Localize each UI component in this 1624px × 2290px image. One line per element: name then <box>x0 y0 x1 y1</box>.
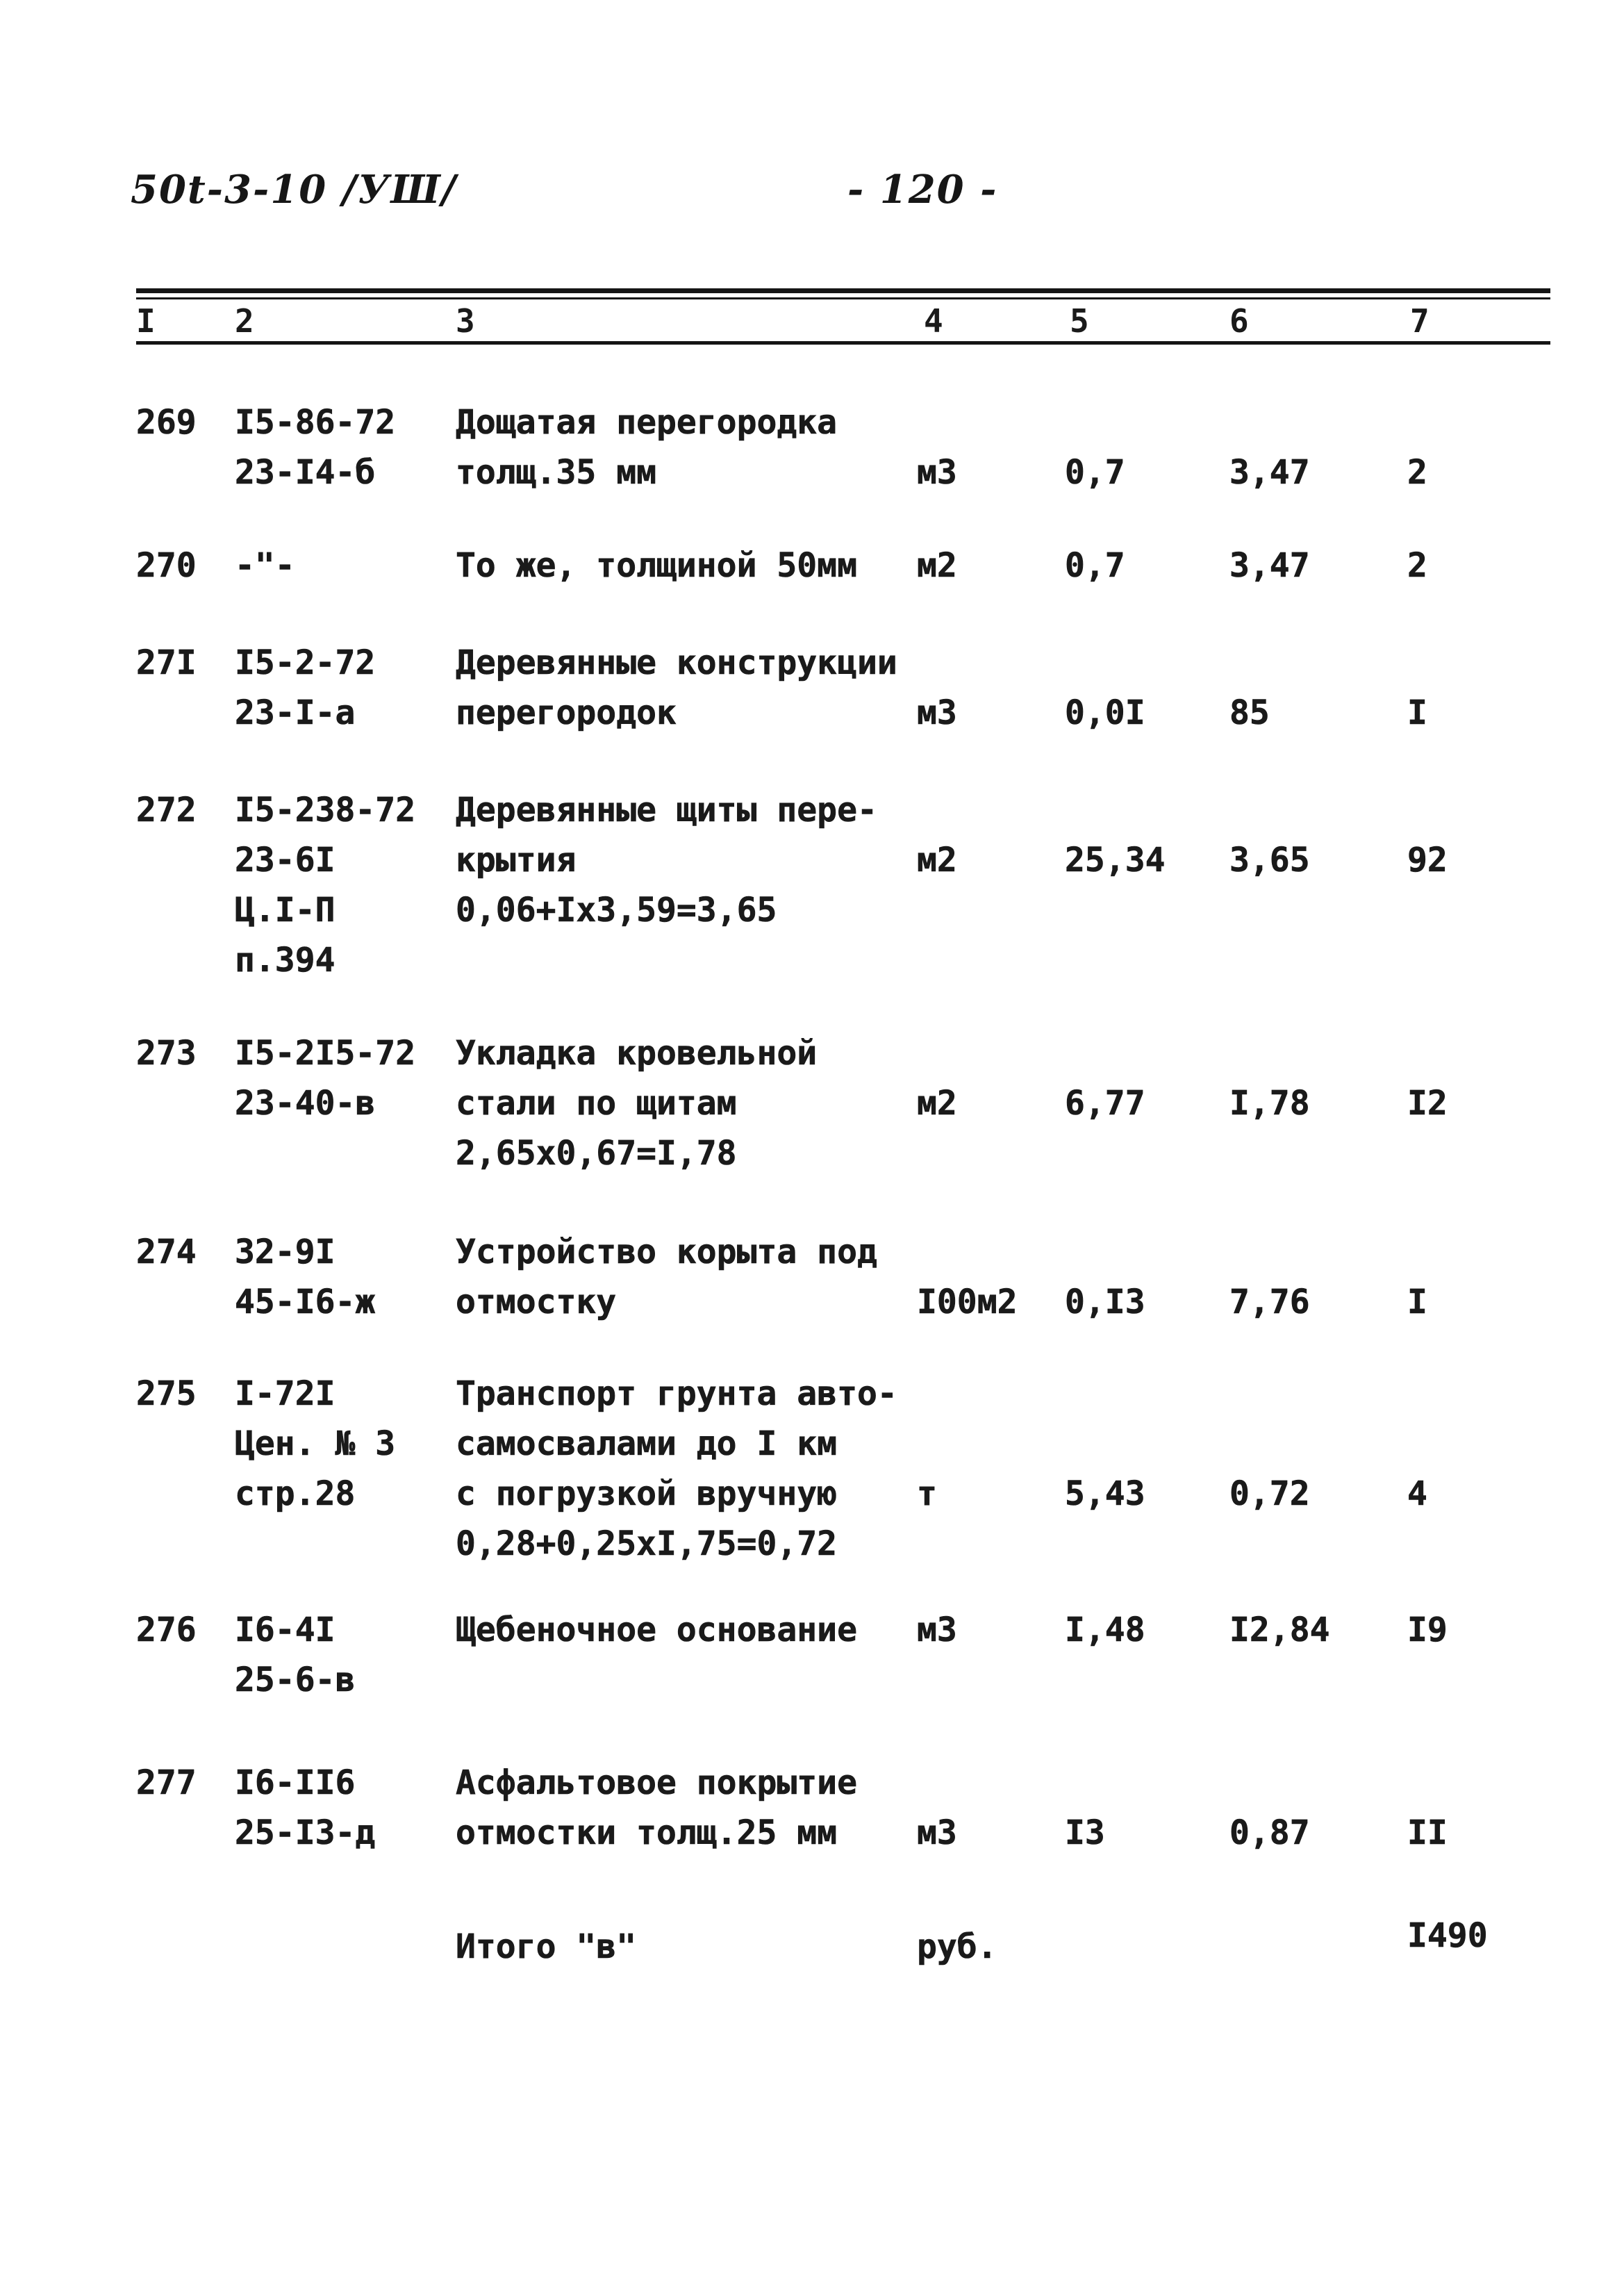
resource-code-line: I5-86-72 <box>235 403 396 442</box>
row-number: 27I <box>136 643 197 682</box>
unit: м2 <box>917 546 957 585</box>
row-number: 270 <box>136 546 197 585</box>
work-description-line: Деревянные щиты пере- <box>456 791 877 830</box>
resource-code-line: I6-II6 <box>235 1763 356 1802</box>
resource-code-line: 25-I3-д <box>235 1813 376 1852</box>
total-cost: 2 <box>1407 453 1427 492</box>
unit: м3 <box>917 693 957 732</box>
unit: м2 <box>917 841 957 880</box>
quantity: 0,7 <box>1065 453 1125 492</box>
work-description-line: самосвалами до I км <box>456 1424 838 1463</box>
quantity: 5,43 <box>1065 1474 1145 1513</box>
unit: м3 <box>917 1611 957 1649</box>
row-number: 276 <box>136 1611 197 1649</box>
quantity: 25,34 <box>1065 841 1166 880</box>
work-description <box>456 638 897 738</box>
unit: м3 <box>917 453 957 492</box>
unit-price: 0,72 <box>1229 1474 1310 1513</box>
unit: м3 <box>917 1813 957 1852</box>
summary-unit: руб. <box>917 1927 997 1966</box>
summary-label: Итого "в" <box>456 1927 637 1966</box>
work-description-line: толщ.35 мм <box>456 453 656 492</box>
work-description-line: Транспорт грунта авто- <box>456 1374 897 1413</box>
resource-code <box>235 397 395 497</box>
resource-code-line: Цен. № 3 <box>235 1424 396 1463</box>
unit-price: 3,65 <box>1229 841 1310 880</box>
unit-price: 7,76 <box>1229 1283 1310 1321</box>
total-cost: I2 <box>1407 1084 1448 1123</box>
resource-code-line: I5-238-72 <box>235 791 416 830</box>
resource-code <box>235 541 295 591</box>
quantity: I,48 <box>1065 1611 1145 1649</box>
work-description-line: Укладка кровельной <box>456 1034 818 1073</box>
work-description-line: с погрузкой вручную <box>456 1474 838 1513</box>
work-description <box>456 1028 817 1178</box>
total-cost: 92 <box>1407 841 1448 880</box>
resource-code-line: 23-I4-б <box>235 453 376 492</box>
row-number: 275 <box>136 1374 197 1413</box>
unit-price: 0,87 <box>1229 1813 1310 1852</box>
work-description-line: отмостку <box>456 1283 617 1321</box>
total-cost: 4 <box>1407 1474 1427 1513</box>
unit-price: I,78 <box>1229 1084 1310 1123</box>
work-description <box>456 1227 877 1327</box>
resource-code <box>235 638 375 738</box>
column-header-rule <box>136 341 1550 345</box>
resource-code-line: 23-I-а <box>235 693 356 732</box>
column-header-3: 3 <box>456 302 475 340</box>
resource-code-line: I6-4I <box>235 1611 335 1649</box>
resource-code-line: 23-40-в <box>235 1084 376 1123</box>
unit-price: I2,84 <box>1229 1611 1330 1649</box>
row-number: 277 <box>136 1763 197 1802</box>
unit-price: 3,47 <box>1229 453 1310 492</box>
work-description-line: Асфальтовое покрытие <box>456 1763 857 1802</box>
unit-price: 85 <box>1229 693 1270 732</box>
unit: м2 <box>917 1084 957 1123</box>
resource-code-line: I5-2I5-72 <box>235 1034 416 1073</box>
column-header-4: 4 <box>924 302 943 340</box>
column-header-2: 2 <box>235 302 254 340</box>
resource-code-line: Ц.I-П <box>235 891 335 930</box>
quantity: 0,0I <box>1065 693 1145 732</box>
resource-code-line: стр.28 <box>235 1474 356 1513</box>
table-top-rule-thin <box>136 297 1550 299</box>
resource-code-line: 45-I6-ж <box>235 1283 376 1321</box>
quantity: 0,7 <box>1065 546 1125 585</box>
work-description <box>456 541 857 591</box>
work-description <box>456 1758 857 1858</box>
resource-code-line: I-72I <box>235 1374 335 1413</box>
document-code: 50t-3-10 /УШ/ <box>131 167 458 213</box>
row-number: 274 <box>136 1233 197 1271</box>
column-header-5: 5 <box>1070 302 1089 340</box>
resource-code-line: 25-6-в <box>235 1661 356 1699</box>
row-number: 272 <box>136 791 197 830</box>
total-cost: I <box>1407 1283 1427 1321</box>
total-cost: I9 <box>1407 1611 1448 1649</box>
work-description-line: 0,06+Iх3,59=3,65 <box>456 891 777 930</box>
work-description-line: отмостки толщ.25 мм <box>456 1813 838 1852</box>
summary-total: I490 <box>1407 1916 1488 1955</box>
resource-code-line: п.394 <box>235 941 335 980</box>
work-description-line: Деревянные конструкции <box>456 643 897 682</box>
work-description-line: 2,65х0,67=I,78 <box>456 1134 737 1173</box>
resource-code <box>235 1758 375 1858</box>
work-description-line: Дощатая перегородка <box>456 403 838 442</box>
work-description-line: крытия <box>456 841 577 880</box>
row-number: 269 <box>136 403 197 442</box>
resource-code-line: I5-2-72 <box>235 643 376 682</box>
page-number: - 120 - <box>847 167 998 213</box>
work-description <box>456 1369 897 1569</box>
unit: т <box>917 1474 937 1513</box>
resource-code <box>235 1605 355 1705</box>
resource-code <box>235 1227 375 1327</box>
resource-code-line: -"- <box>235 546 295 585</box>
work-description-line: 0,28+0,25хI,75=0,72 <box>456 1524 838 1563</box>
total-cost: I <box>1407 693 1427 732</box>
work-description-line: То же, толщиной 50мм <box>456 546 857 585</box>
column-header-6: 6 <box>1229 302 1249 340</box>
column-header-7: 7 <box>1410 302 1430 340</box>
resource-code <box>235 785 415 985</box>
work-description-line: Щебеночное основание <box>456 1611 857 1649</box>
work-description <box>456 785 877 935</box>
quantity: 6,77 <box>1065 1084 1145 1123</box>
resource-code <box>235 1369 395 1519</box>
work-description-line: стали по щитам <box>456 1084 737 1123</box>
resource-code <box>235 1028 415 1128</box>
work-description <box>456 1605 857 1655</box>
work-description-line: Устройство корыта под <box>456 1233 877 1271</box>
table-top-rule <box>136 288 1550 293</box>
work-description <box>456 397 837 497</box>
unit-price: 3,47 <box>1229 546 1310 585</box>
resource-code-line: 32-9I <box>235 1233 335 1271</box>
row-number: 273 <box>136 1034 197 1073</box>
quantity: 0,I3 <box>1065 1283 1145 1321</box>
resource-code-line: 23-6I <box>235 841 335 880</box>
total-cost: II <box>1407 1813 1448 1852</box>
quantity: I3 <box>1065 1813 1105 1852</box>
column-header-1: I <box>136 302 156 340</box>
work-description-line: перегородок <box>456 693 677 732</box>
unit: I00м2 <box>917 1283 1018 1321</box>
total-cost: 2 <box>1407 546 1427 585</box>
